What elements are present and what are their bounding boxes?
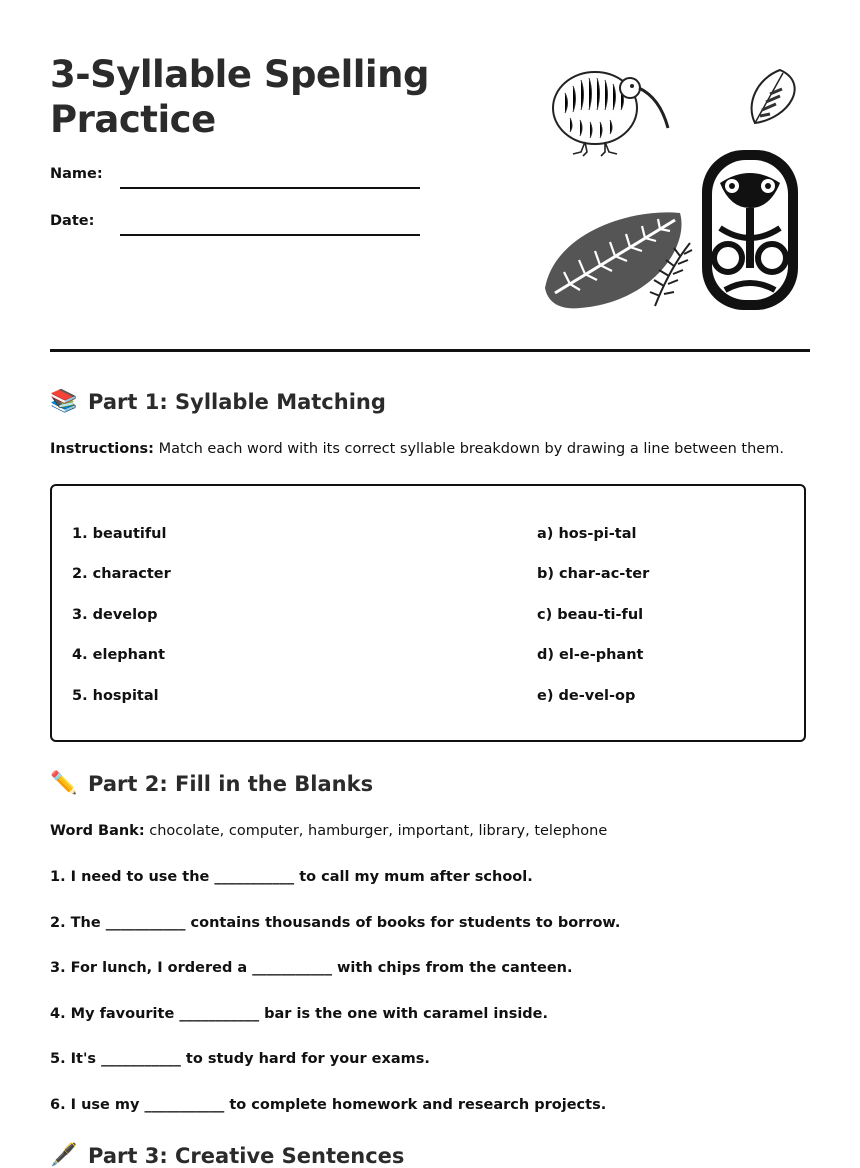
- part2-heading-text: Part 2: Fill in the Blanks: [88, 771, 374, 796]
- date-line: [120, 234, 420, 236]
- carving-icon: [702, 150, 798, 310]
- part3-heading-text: Part 3: Creative Sentences: [88, 1143, 405, 1168]
- part1-heading: [50, 389, 386, 414]
- kiwi-bird-icon: [553, 72, 668, 156]
- word-bank-label: Word Bank:: [50, 823, 145, 839]
- match-breakdown[interactable]: a) hos-pi-tal: [537, 526, 637, 542]
- part1-instructions: [50, 441, 784, 457]
- match-word[interactable]: 3. develop: [72, 607, 158, 623]
- books-icon: 📚: [50, 389, 78, 414]
- name-line: [120, 187, 420, 189]
- pencil-icon: ✏️: [50, 771, 78, 796]
- decorative-illustrations: [540, 58, 810, 318]
- part2-heading: [50, 771, 373, 796]
- matching-box: [50, 484, 806, 742]
- match-word[interactable]: 5. hospital: [72, 688, 159, 704]
- fill-blank-sentence[interactable]: 2. The ___________ contains thousands of books for students to borrow.: [50, 915, 621, 931]
- instructions-label: Instructions:: [50, 441, 154, 457]
- match-breakdown[interactable]: d) el-e-phant: [537, 647, 644, 663]
- match-breakdown[interactable]: e) de-vel-op: [537, 688, 636, 704]
- date-label: Date:: [50, 213, 95, 229]
- fill-blank-sentence[interactable]: 3. For lunch, I ordered a ___________ with chips from the canteen.: [50, 960, 573, 976]
- instructions-text: Match each word with its correct syllable breakdown by drawing a line between them.: [153, 441, 784, 457]
- pen-icon: 🖋️: [50, 1143, 78, 1168]
- fill-blank-sentence[interactable]: 1. I need to use the ___________ to call my mum after school.: [50, 869, 533, 885]
- name-label: Name:: [50, 166, 103, 182]
- part1-heading-text: Part 1: Syllable Matching: [88, 389, 386, 414]
- feather-icon: [752, 70, 795, 123]
- fill-blank-sentence[interactable]: 4. My favourite ___________ bar is the one with caramel inside.: [50, 1006, 549, 1022]
- word-bank-text: chocolate, computer, hamburger, important, library, telephone: [144, 823, 608, 839]
- header-divider: [50, 349, 810, 352]
- fill-blank-sentence[interactable]: 5. It's ___________ to study hard for your exams.: [50, 1051, 430, 1067]
- page-title: 3-Syllable Spelling Practice: [50, 53, 429, 141]
- match-word[interactable]: 2. character: [72, 566, 171, 582]
- match-word[interactable]: 4. elephant: [72, 647, 166, 663]
- fill-blank-sentence[interactable]: 6. I use my ___________ to complete homework and research projects.: [50, 1097, 607, 1113]
- match-word[interactable]: 1. beautiful: [72, 526, 167, 542]
- part3-heading: [50, 1143, 404, 1168]
- match-breakdown[interactable]: c) beau-ti-ful: [537, 607, 644, 623]
- word-bank: [50, 823, 607, 839]
- match-breakdown[interactable]: b) char-ac-ter: [537, 566, 650, 582]
